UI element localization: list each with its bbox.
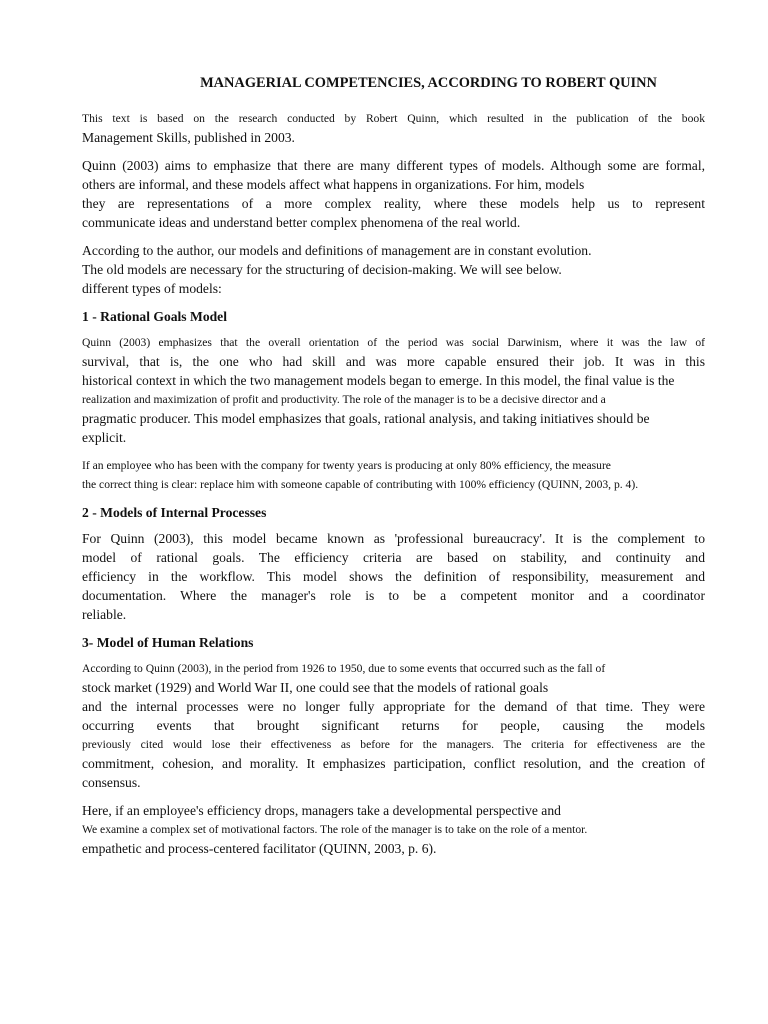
text-line: survival, that is, the one who had skill and was more capable ensured their job. It was in this xyxy=(82,354,705,369)
models-paragraph xyxy=(82,156,705,232)
human-relations-paragraph xyxy=(82,659,705,792)
internal-processes-paragraph xyxy=(82,529,705,624)
text-line: This text is based on the research conducted by Robert Quinn, which resulted in the publication of the book xyxy=(82,112,705,125)
human-relations-quote xyxy=(82,801,705,858)
evolution-paragraph xyxy=(82,241,705,298)
text-line: others are informal, and these models affect what happens in organizations. For him, models xyxy=(82,177,585,192)
text-line: If an employee who has been with the company for twenty years is producing at only 80% efficiency, the measure xyxy=(82,459,611,472)
text-line: and the internal processes were no longer fully appropriate for the demand of that time. They were xyxy=(82,699,705,714)
text-line: We examine a complex set of motivational factors. The role of the manager is to take on the role of a mentor. xyxy=(82,823,588,836)
text-line: According to Quinn (2003), in the period from 1926 to 1950, due to some events that occurred such as the fall of xyxy=(82,662,606,675)
text-line: According to the author, our models and definitions of management are in constant evolution. xyxy=(82,243,592,258)
text-line: occurring events that brought significant returns for people, causing the models xyxy=(82,718,705,733)
text-line: the correct thing is clear: replace him with someone capable of contributing with 100% efficiency (QUINN, 2003, p. 4). xyxy=(82,478,639,491)
text-line: previously cited would lose their effectiveness as before for the managers. The criteria for effectiveness are the xyxy=(82,738,705,751)
text-line: they are representations of a more complex reality, where these models help us to represent xyxy=(82,196,705,211)
section-heading-rational-goals: 1 - Rational Goals Model xyxy=(82,309,227,324)
text-line: pragmatic producer. This model emphasizes that goals, rational analysis, and taking initiatives should be xyxy=(82,411,650,426)
text-line: Here, if an employee's efficiency drops, managers take a developmental perspective and xyxy=(82,803,561,818)
text-line: documentation. Where the manager's role is to be a competent monitor and a coordinator xyxy=(82,588,705,603)
text-line: reliable. xyxy=(82,607,127,622)
text-line: Management Skills, published in 2003. xyxy=(82,130,295,145)
text-line: stock market (1929) and World War II, one could see that the models of rational goals xyxy=(82,680,549,695)
section-heading-internal-processes: 2 - Models of Internal Processes xyxy=(82,505,267,520)
text-line: The old models are necessary for the structuring of decision-making. We will see below. xyxy=(82,262,562,277)
text-line: For Quinn (2003), this model became known as 'professional bureaucracy'. It is the complement to xyxy=(82,531,705,546)
intro-paragraph xyxy=(82,109,705,147)
text-line: communicate ideas and understand better complex phenomena of the real world. xyxy=(82,215,521,230)
document-page xyxy=(82,72,705,867)
text-line: Quinn (2003) emphasizes that the overall orientation of the period was social Darwinism, where it was the law of xyxy=(82,336,705,349)
text-line: historical context in which the two management models began to emerge. In this model, the final value is the xyxy=(82,373,675,388)
section-heading-human-relations: 3- Model of Human Relations xyxy=(82,635,254,650)
text-line: efficiency in the workflow. This model shows the definition of responsibility, measurement and xyxy=(82,569,705,584)
document-title: MANAGERIAL COMPETENCIES, ACCORDING TO ROBERT QUINN xyxy=(200,75,657,91)
text-line: realization and maximization of profit and productivity. The role of the manager is to be a decisive director and a xyxy=(82,393,606,406)
text-line: consensus. xyxy=(82,775,141,790)
rational-goals-paragraph xyxy=(82,333,705,447)
text-line: Quinn (2003) aims to emphasize that there are many different types of models. Although some are formal, xyxy=(82,158,705,173)
text-line: different types of models: xyxy=(82,281,222,296)
rational-goals-quote xyxy=(82,456,705,494)
text-line: model of rational goals. The efficiency criteria are based on stability, and continuity and xyxy=(82,550,705,565)
text-line: explicit. xyxy=(82,430,127,445)
text-line: empathetic and process-centered facilitator (QUINN, 2003, p. 6). xyxy=(82,841,437,856)
text-line: commitment, cohesion, and morality. It emphasizes participation, conflict resolution, and the creation of xyxy=(82,756,705,771)
